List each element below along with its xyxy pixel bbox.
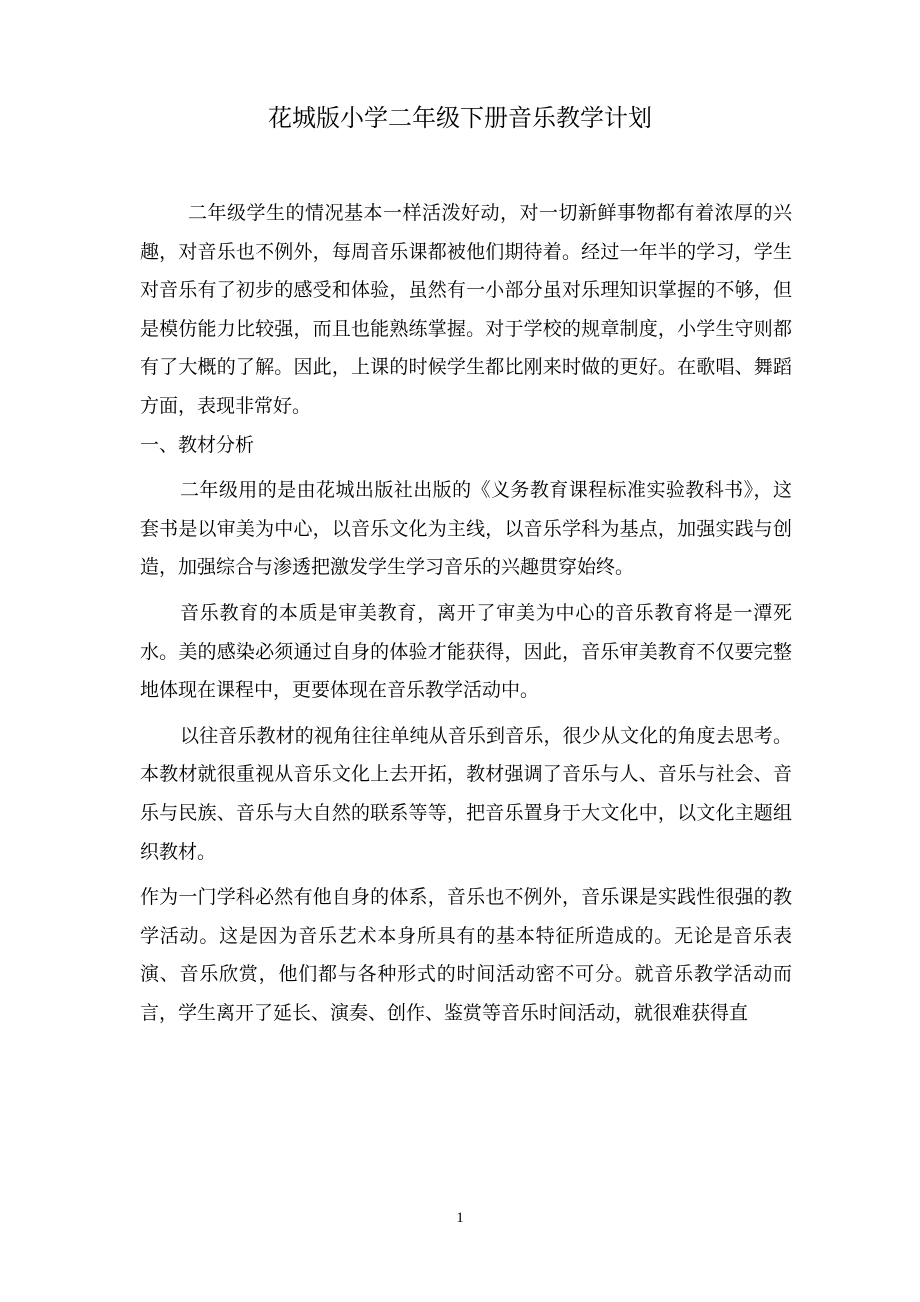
paragraph-practice: 作为一门学科必然有他自身的体系，音乐也不例外，音乐课是实践性很强的教学活动。这是因为音乐艺术本身所具有的基本特征所造成的。无论是音乐表演、音乐欣赏，他们都与各种形式的时间活动密不可分。就音乐教学活动而言，学生离开了延长、演奏、创作、鉴赏等音乐时间活动，就很难获得直 <box>140 886 792 1024</box>
paragraph-culture: 以往音乐教材的视角往往单纯从音乐到音乐，很少从文化的角度去思考。本教材就很重视从音乐文化上去开拓，教材强调了音乐与人、音乐与社会、音乐与民族、音乐与大自然的联系等等，把音乐置身于大文化中，以文化主题组织教材。 <box>140 724 792 863</box>
paragraph-textbook: 二年级用的是由花城出版社出版的《义务教育课程标准实验教科书》，这套书是以审美为中心，以音乐文化为主线，以音乐学科为基点，加强实践与创造，加强综合与渗透把激发学生学习音乐的兴趣贯穿始终。 <box>140 479 792 579</box>
document-body <box>140 194 792 1032</box>
paragraph-essence: 音乐教育的本质是审美教育，离开了审美为中心的音乐教育将是一潭死水。美的感染必须通过自身的体验才能获得，因此，音乐审美教育不仅要完整地体现在课程中，更要体现在音乐教学活动中。 <box>140 601 792 702</box>
page-title: 花城版小学二年级下册音乐教学计划 <box>268 104 652 132</box>
paragraph-intro: 二年级学生的情况基本一样活泼好动，对一切新鲜事物都有着浓厚的兴趣，对音乐也不例外，每周音乐课都被他们期待着。经过一年半的学习，学生对音乐有了初步的感受和体验，虽然有一小部分虽对乐理知识掌握的不够，但是模仿能力比较强，而且也能熟练掌握。对于学校的规章制度，小学生守则都有了大概的了解。因此，上课的时候学生都比刚来时做的更好。在歌唱、舞蹈方面，表现非常好。 <box>140 202 792 417</box>
section-heading-textbook-analysis: 一、教材分析 <box>140 433 255 456</box>
page-number: 1 <box>456 1210 464 1226</box>
